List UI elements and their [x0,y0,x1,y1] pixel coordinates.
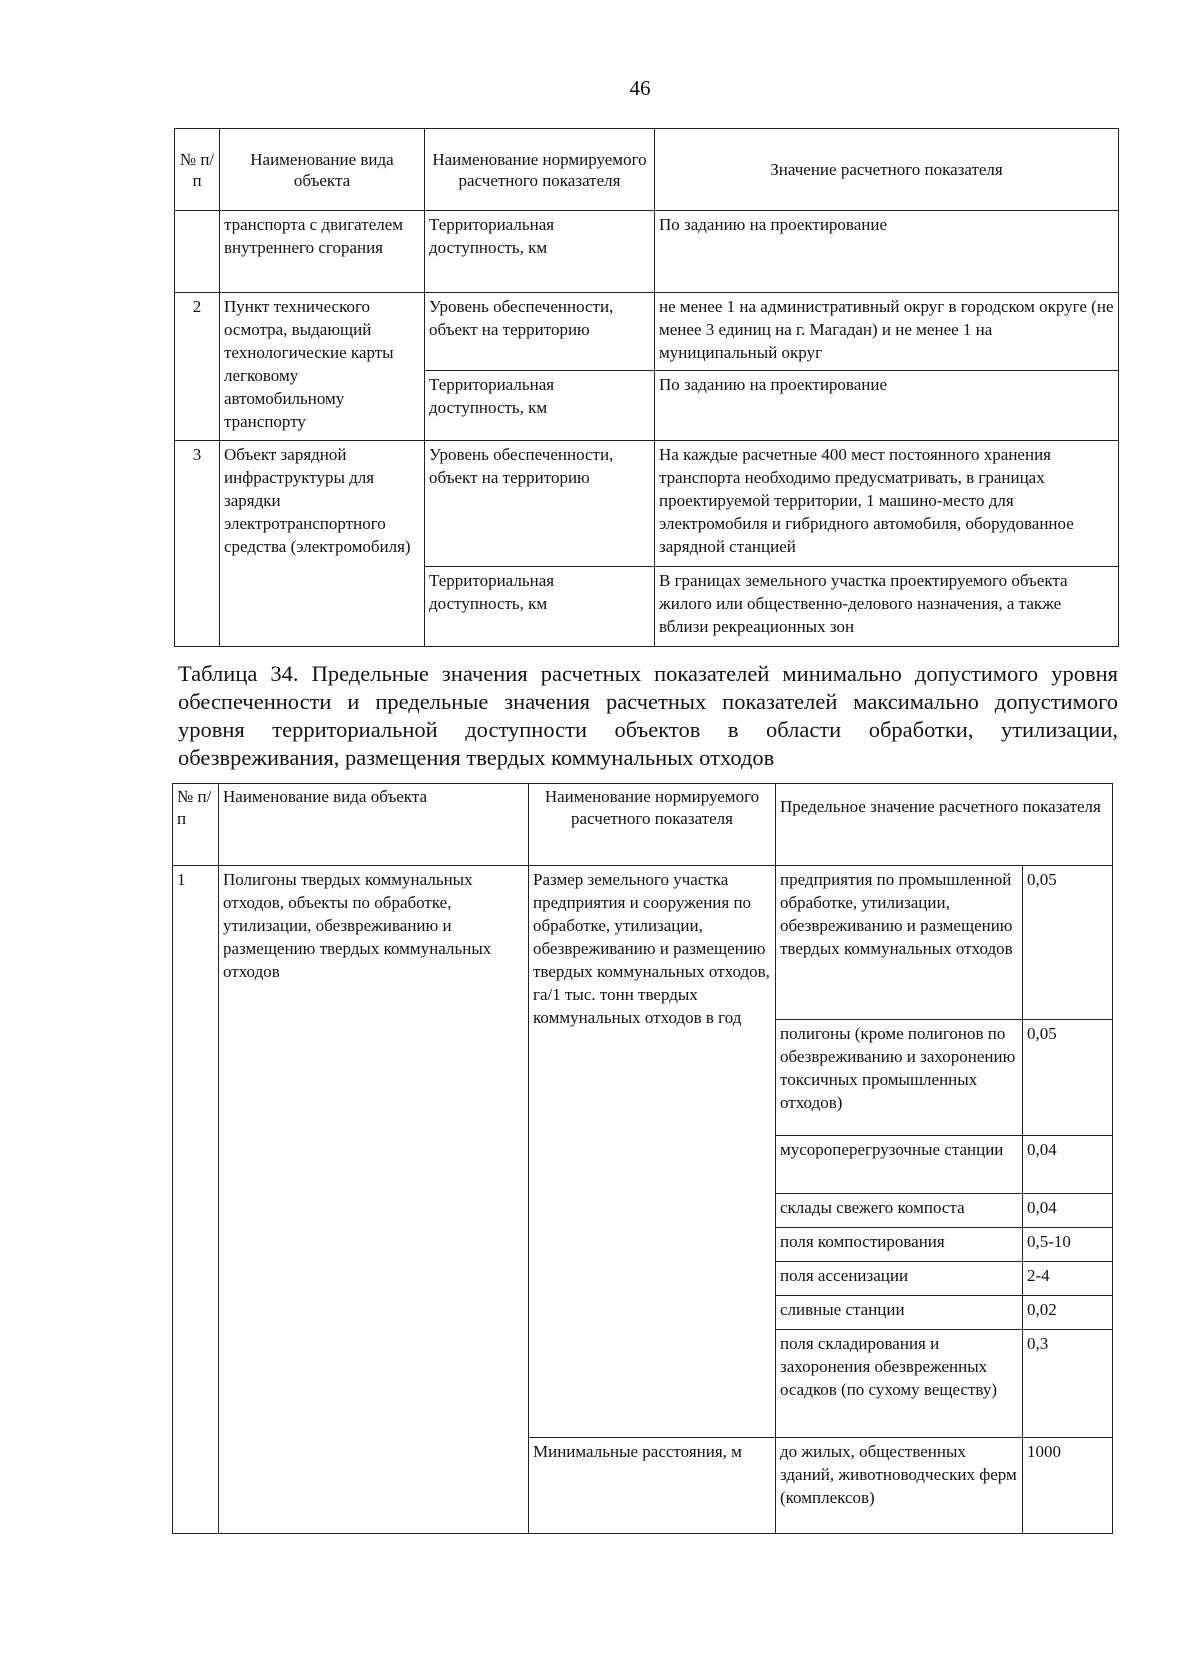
sub-row-value: 0,04 [1023,1136,1113,1194]
table-row [173,866,1113,1020]
row-indicator-cell: Размер земельного участка предприятия и сооружения по обработке, утилизации, обезвреживанию и размещению твердых коммунальных отходов, га/1 тыс. тонн твердых коммунальных отходов в год [529,866,776,1438]
waste-table [172,783,1113,1534]
table-row [175,293,1119,371]
row-object-cell: Объект зарядной инфраструктуры для зарядки электротранспортного средства (электромобиля) [220,441,425,647]
sub-row-label: поля компостирования [776,1228,1023,1262]
sub-row-label: поля складирования и захоронения обезвреженных осадков (по сухому веществу) [776,1330,1023,1438]
row-indicator-cell: Территориальная доступность, км [425,567,655,647]
table-row [175,441,1119,567]
row-indicator-cell: Уровень обеспеченности, объект на территорию [425,293,655,371]
sub-row-value: 0,04 [1023,1194,1113,1228]
row-num-cell: 3 [175,441,220,647]
row-object-cell: Полигоны твердых коммунальных отходов, объекты по обработке, утилизации, обезвреживанию и размещению твердых коммунальных отходов [219,866,529,1534]
row-value-cell: По заданию на проектирование [655,211,1119,293]
table-header-row [173,784,1113,866]
sub-row-label: мусороперегрузочные станции [776,1136,1023,1194]
table-header-row [175,129,1119,211]
header-num: № п/п [175,129,220,211]
header-value: Значение расчетного показателя [655,129,1119,211]
header-indicator: Наименование нормируемого расчетного показателя [425,129,655,211]
sub-row-value: 0,3 [1023,1330,1113,1438]
page-number: 46 [629,76,651,100]
row-indicator-cell: Уровень обеспеченности, объект на территорию [425,441,655,567]
row-value-cell: На каждые расчетные 400 мест постоянного хранения транспорта необходимо предусматривать, в границах проектируемой территории, 1 машино-место для электромобиля и гибридного автомобиля, оборудованное зарядной станцией [655,441,1119,567]
sub-row-label: склады свежего компоста [776,1194,1023,1228]
header-value: Предельное значение расчетного показателя [776,784,1113,866]
row-object-cell: транспорта с двигателем внутреннего сгорания [220,211,425,293]
sub-row-label: предприятия по промышленной обработке, утилизации, обезвреживанию и размещению твердых коммунальных отходов [776,866,1023,1020]
header-object: Наименование вида объекта [219,784,529,866]
row-indicator-cell: Территориальная доступность, км [425,371,655,441]
row-num-cell: 1 [173,866,219,1534]
row-num-cell: 2 [175,293,220,441]
row-num-cell [175,211,220,293]
header-num: № п/п [173,784,219,866]
table-row [175,211,1119,293]
table-caption: Таблица 34. Предельные значения расчетных показателей минимально допустимого уровня обеспеченности и предельные значения расчетных показателей максимально допустимого уровня территориальной доступности объектов в области обработки, утилизации, обезвреживания, размещения твердых коммунальных отходов [178,661,1118,770]
distance-label: до жилых, общественных зданий, животноводческих ферм (комплексов) [776,1438,1023,1534]
header-indicator: Наименование нормируемого расчетного показателя [529,784,776,866]
infrastructure-table [174,128,1119,647]
row-value-cell: По заданию на проектирование [655,371,1119,441]
distance-value: 1000 [1023,1438,1113,1534]
row-indicator-cell: Минимальные расстояния, м [529,1438,776,1534]
row-indicator-cell: Территориальная доступность, км [425,211,655,293]
sub-row-value: 0,02 [1023,1296,1113,1330]
row-value-cell: не менее 1 на административный округ в городском округе (не менее 3 единиц на г. Магадан) и не менее 1 на муниципальный округ [655,293,1119,371]
sub-row-label: поля ассенизации [776,1262,1023,1296]
sub-row-value: 2-4 [1023,1262,1113,1296]
row-value-cell: В границах земельного участка проектируемого объекта жилого или общественно-делового назначения, а также вблизи рекреационных зон [655,567,1119,647]
sub-row-value: 0,5-10 [1023,1228,1113,1262]
sub-row-value: 0,05 [1023,866,1113,1020]
sub-row-value: 0,05 [1023,1020,1113,1136]
sub-row-label: полигоны (кроме полигонов по обезвреживанию и захоронению токсичных промышленных отходов) [776,1020,1023,1136]
sub-row-label: сливные станции [776,1296,1023,1330]
row-object-cell: Пункт технического осмотра, выдающий технологические карты легковому автомобильному транспорту [220,293,425,441]
header-object: Наименование вида объекта [220,129,425,211]
